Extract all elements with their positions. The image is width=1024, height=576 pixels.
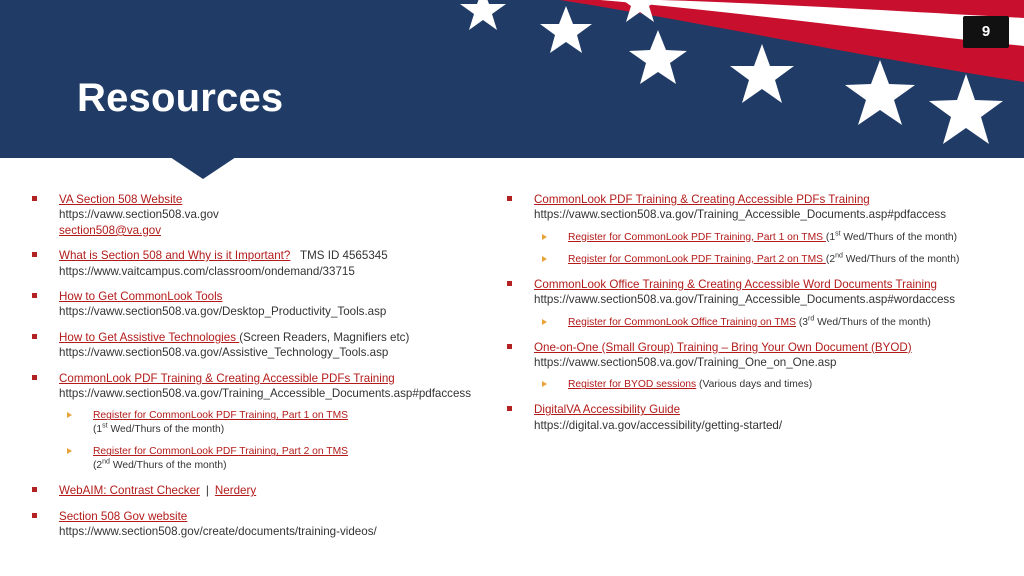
va-section-508-website-link[interactable]: VA Section 508 Website (59, 193, 183, 206)
note-text: (Various days and times) (696, 379, 813, 391)
arrow-bullet-icon (67, 448, 72, 454)
register-pdf-part2-link[interactable]: Register for CommonLook PDF Training, Part 2 on TMS (93, 446, 349, 458)
one-on-one-training-link[interactable]: One-on-One (Small Group) Training – Bring Your Own Document (BYOD) (534, 340, 912, 354)
arrow-bullet-icon (542, 381, 547, 387)
schedule-text: (1st Wed/Thurs of the month) (825, 230, 958, 243)
digitalva-accessibility-guide-link[interactable]: DigitalVA Accessibility Guide (534, 403, 681, 417)
schedule-text: (2nd Wed/Thurs of the month) (825, 252, 960, 265)
star-icon (540, 6, 592, 53)
commonlook-tools-link[interactable]: How to Get CommonLook Tools (59, 290, 223, 304)
register-pdf-part1-link[interactable]: Register for CommonLook PDF Training, Part 1 on TMS (568, 231, 826, 243)
schedule-text: (1st Wed/Thurs of the month) (93, 423, 225, 436)
bullet-icon (507, 281, 512, 286)
arrow-bullet-icon (67, 412, 72, 418)
list-item (32, 371, 482, 474)
commonlook-office-training-link[interactable]: CommonLook Office Training & Creating Accessible Word Documents Training (534, 277, 937, 291)
bullet-icon (32, 334, 37, 339)
star-icon (845, 60, 915, 125)
sub-item (507, 378, 967, 392)
url-text: https://vaww.section508.va.gov/Training_Accessible_Documents.asp#wordaccess (534, 293, 956, 307)
bullet-icon (32, 252, 37, 257)
commonlook-pdf-training-link[interactable]: CommonLook PDF Training & Creating Accessible PDFs Training (59, 371, 395, 385)
bullet-icon (32, 293, 37, 298)
tms-id-text: TMS ID 4565345 (300, 249, 388, 263)
url-text: https://www.section508.gov/create/documents/training-videos/ (59, 525, 377, 539)
register-byod-link[interactable]: Register for BYOD sessions (568, 379, 697, 391)
list-item (32, 289, 482, 320)
url-text: https://vaww.section508.va.gov/Training_One_on_One.asp (534, 356, 837, 370)
note-text: (Screen Readers, Magnifiers etc) (239, 330, 410, 344)
arrow-bullet-icon (542, 234, 547, 240)
list-item (507, 340, 967, 393)
sub-item (507, 316, 967, 330)
bullet-icon (507, 406, 512, 411)
list-item (32, 192, 482, 238)
section-508-gov-link[interactable]: Section 508 Gov website (59, 509, 188, 523)
url-text: https://vaww.section508.va.gov/Training_Accessible_Documents.asp#pdfaccess (59, 387, 472, 401)
arrow-bullet-icon (542, 256, 547, 262)
list-item (507, 192, 967, 267)
url-text: https://vaww.section508.va.gov/Training_Accessible_Documents.asp#pdfaccess (534, 208, 947, 222)
list-item (32, 248, 482, 279)
star-icon (730, 44, 794, 103)
star-icon (629, 30, 687, 84)
bullet-icon (32, 487, 37, 492)
right-column (507, 192, 967, 443)
bullet-icon (507, 196, 512, 201)
nerdery-link[interactable]: Nerdery (214, 484, 257, 498)
url-text: https://digital.va.gov/accessibility/getting-started/ (534, 418, 783, 432)
bullet-icon (32, 196, 37, 201)
list-item (32, 330, 482, 361)
left-column (32, 192, 482, 550)
schedule-text: (3rd Wed/Thurs of the month) (795, 315, 931, 328)
list-item (32, 483, 482, 498)
url-text: https://vaww.section508.va.gov/Assistive_Technology_Tools.asp (59, 346, 389, 360)
star-icon (460, 0, 506, 30)
register-office-training-link[interactable]: Register for CommonLook Office Training on TMS (568, 316, 796, 328)
arrow-bullet-icon (542, 319, 547, 325)
webaim-contrast-checker-link[interactable]: WebAIM: Contrast Checker (59, 484, 200, 498)
page-number: 9 (963, 16, 1009, 48)
bullet-icon (32, 513, 37, 518)
bullet-icon (32, 375, 37, 380)
section-508-importance-link[interactable]: What is Section 508 and Why is it Important? (59, 249, 291, 263)
banner-notch (170, 157, 236, 179)
schedule-text: (2nd Wed/Thurs of the month) (93, 459, 227, 472)
sub-item (32, 409, 482, 437)
url-text: https://vaww.section508.va.gov/Desktop_Productivity_Tools.asp (59, 305, 387, 319)
register-pdf-part1-link[interactable]: Register for CommonLook PDF Training, Part 1 on TMS (93, 410, 349, 422)
url-text: https://www.vaitcampus.com/classroom/ondemand/33715 (59, 264, 355, 278)
assistive-technologies-link[interactable]: How to Get Assistive Technologies (59, 330, 240, 344)
url-text: https://vaww.section508.va.gov (59, 208, 219, 222)
sub-item (507, 231, 967, 245)
list-item (32, 509, 482, 540)
commonlook-pdf-training-link[interactable]: CommonLook PDF Training & Creating Accessible PDFs Training (534, 193, 870, 206)
page-title: Resources (77, 76, 284, 120)
sub-item (507, 253, 967, 267)
list-item (507, 277, 967, 330)
bullet-icon (507, 344, 512, 349)
list-item (507, 402, 967, 433)
register-pdf-part2-link[interactable]: Register for CommonLook PDF Training, Part 2 on TMS (568, 253, 826, 265)
email-link[interactable]: section508@va.gov (59, 223, 162, 237)
separator: | (205, 484, 209, 498)
star-icon (929, 74, 1003, 144)
sub-item (32, 445, 482, 473)
